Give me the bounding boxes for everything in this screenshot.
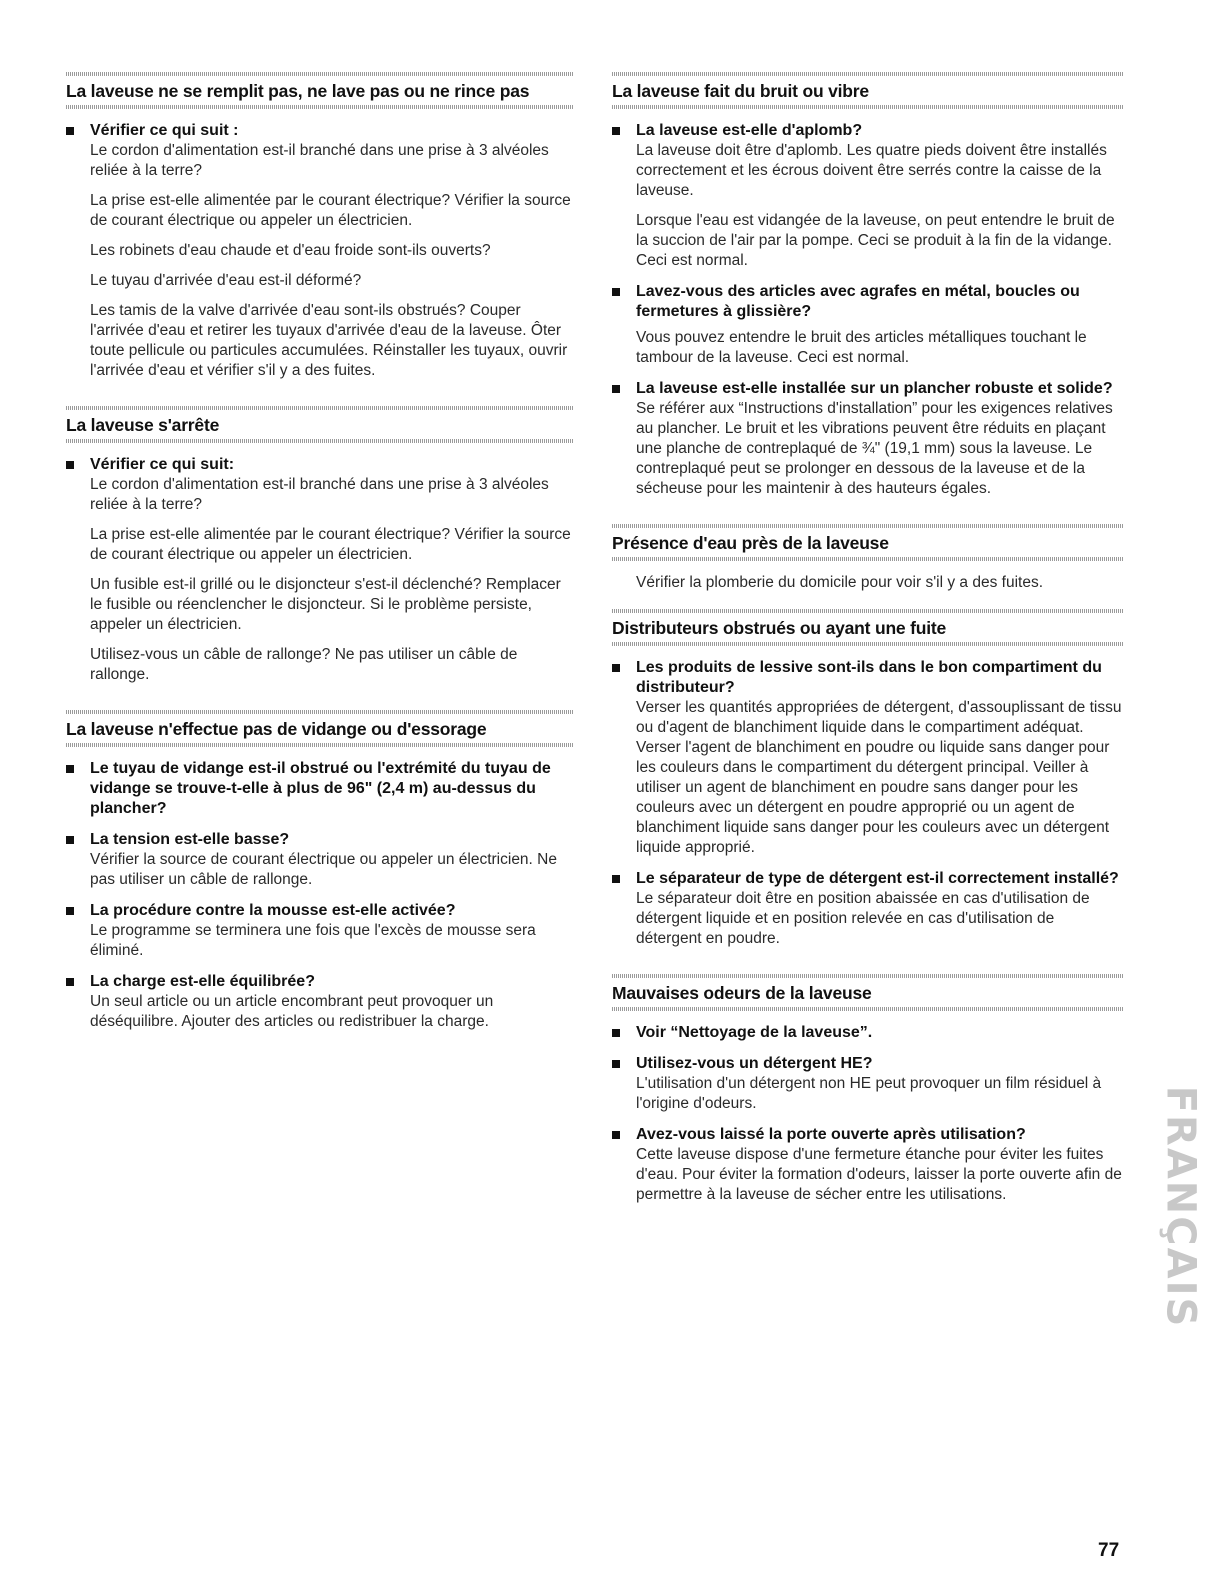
- item-text: Se référer aux “Instructions d'installation” pour les exigences relatives au plancher. Le bruit et les vibrations peuvent être réduits en plaçant une planche de contreplaqué de ¾" (19,1 mm) sous la laveuse. Le contreplaqué peut se prolonger en dessous de la laveuse et de la sécheuse pour les maintenir à des hauteurs égales.: [636, 400, 1113, 497]
- section-title: La laveuse n'effectue pas de vidange ou d'essorage: [66, 719, 487, 739]
- bullet-square-icon: [66, 765, 74, 773]
- section-title: La laveuse ne se remplit pas, ne lave pas ou ne rince pas: [66, 81, 530, 101]
- item-text: Un fusible est-il grillé ou le disjoncteur s'est-il déclenché? Remplacer le fusible ou réenclencher le disjoncteur. Si le problème persiste, appeler un électricien.: [90, 576, 561, 633]
- item-text: Le programme se terminera une fois que l'excès de mousse sera éliminé.: [90, 922, 536, 959]
- bullet-square-icon: [612, 127, 620, 135]
- item-text: Le cordon d'alimentation est-il branché dans une prise à 3 alvéoles reliée à la terre?: [90, 142, 549, 179]
- item-question: Avez-vous laissé la porte ouverte après utilisation?: [636, 1126, 1026, 1143]
- list-item: [66, 121, 574, 381]
- item-text: Le séparateur doit être en position abaissée en cas d'utilisation de détergent liquide et en position relevée en cas d'utilisation de détergent en poudre.: [636, 890, 1090, 947]
- section-header: [66, 710, 574, 745]
- section-water-presence: [612, 524, 1124, 593]
- bullet-square-icon: [612, 1131, 620, 1139]
- plain-paragraph: [612, 573, 1124, 593]
- section-header: [66, 72, 574, 107]
- item-question: La procédure contre la mousse est-elle activée?: [90, 902, 456, 919]
- list-item: [612, 121, 1124, 271]
- section-title: La laveuse s'arrête: [66, 415, 220, 435]
- item-question: La tension est-elle basse?: [90, 831, 290, 848]
- item-question: Le séparateur de type de détergent est-il correctement installé?: [636, 870, 1119, 887]
- item-text: La laveuse doit être d'aplomb. Les quatre pieds doivent être installés correctement et les écrous doivent être serrés contre la caisse de la laveuse.: [636, 142, 1107, 199]
- item-text: Vous pouvez entendre le bruit des articles métalliques touchant le tambour de la laveuse. Ceci est normal.: [636, 329, 1087, 366]
- section-header: [612, 524, 1124, 559]
- list-item: [612, 1054, 1124, 1114]
- item-question: Vérifier ce qui suit:: [90, 456, 235, 473]
- section-title: La laveuse fait du bruit ou vibre: [612, 81, 869, 101]
- section-title: Mauvaises odeurs de la laveuse: [612, 983, 872, 1003]
- item-question: La laveuse est-elle installée sur un plancher robuste et solide?: [636, 380, 1113, 397]
- item-question: La charge est-elle équilibrée?: [90, 973, 315, 990]
- list-item: [612, 379, 1124, 499]
- section-header: [612, 609, 1124, 644]
- section-noise: [612, 72, 1124, 499]
- list-item: [612, 1125, 1124, 1205]
- bullet-square-icon: [66, 836, 74, 844]
- section-dispensers: [612, 609, 1124, 949]
- bullet-square-icon: [612, 664, 620, 672]
- item-text: La prise est-elle alimentée par le courant électrique? Vérifier la source de courant électrique ou appeler un électricien.: [90, 192, 571, 229]
- left-column: [66, 72, 574, 1043]
- bullet-square-icon: [612, 385, 620, 393]
- list-item: [612, 658, 1124, 858]
- section-odors: [612, 974, 1124, 1205]
- bullet-square-icon: [66, 978, 74, 986]
- item-text: Verser les quantités appropriées de détergent, d'assouplissant de tissu ou d'agent de blanchiment liquide dans le compartiment adéquat. Verser l'agent de blanchiment en poudre ou liquide sans danger pour les couleurs dans le compartiment du détergent principal. Veiller à utiliser un agent de blanchiment en poudre sans danger pour les couleurs avec un détergent en poudre approprié ou un agent de blanchiment liquide sans danger pour les couleurs avec un détergent liquide approprié.: [636, 699, 1122, 856]
- bullet-square-icon: [66, 127, 74, 135]
- list-item: [66, 759, 574, 819]
- list-item: [66, 830, 574, 890]
- item-text: Le tuyau d'arrivée d'eau est-il déformé?: [90, 272, 362, 289]
- section-title: Distributeurs obstrués ou ayant une fuite: [612, 618, 947, 638]
- list-item: [612, 1023, 1124, 1043]
- list-item: [66, 455, 574, 685]
- list-item: [612, 869, 1124, 949]
- item-question: Les produits de lessive sont-ils dans le bon compartiment du distributeur?: [636, 659, 1102, 696]
- list-item: [612, 282, 1124, 368]
- section-header: [66, 406, 574, 441]
- section-no-drain: [66, 710, 574, 1032]
- item-text: Vérifier la plomberie du domicile pour voir s'il y a des fuites.: [636, 574, 1043, 591]
- item-text: L'utilisation d'un détergent non HE peut provoquer un film résiduel à l'origine d'odeurs.: [636, 1075, 1102, 1112]
- item-text: Un seul article ou un article encombrant peut provoquer un déséquilibre. Ajouter des articles ou redistribuer la charge.: [90, 993, 494, 1030]
- section-header: [612, 974, 1124, 1009]
- section-header: [612, 72, 1124, 107]
- item-text: Les tamis de la valve d'arrivée d'eau sont-ils obstrués? Couper l'arrivée d'eau et retirer les tuyaux d'arrivée d'eau de la laveuse. Ôter toute pellicule ou particules accumulées. Réinstaller les tuyaux, ouvrir l'arrivée d'eau et vérifier s'il y a des fuites.: [90, 302, 568, 379]
- item-text: Vérifier la source de courant électrique ou appeler un électricien. Ne pas utiliser un câble de rallonge.: [90, 851, 557, 888]
- language-side-label: [1156, 1084, 1204, 1330]
- item-text: Lorsque l'eau est vidangée de la laveuse, on peut entendre le bruit de la succion de l'air par la pompe. Ceci se produit à la fin de la vidange. Ceci est normal.: [636, 212, 1115, 269]
- item-question: Utilisez-vous un détergent HE?: [636, 1055, 873, 1072]
- item-text: Cette laveuse dispose d'une fermeture étanche pour éviter les fuites d'eau. Pour éviter la formation d'odeurs, laisser la porte ouverte afin de permettre à la laveuse de sécher entre les utilisations.: [636, 1146, 1122, 1203]
- item-question: La laveuse est-elle d'aplomb?: [636, 122, 863, 139]
- right-column: [612, 72, 1124, 1216]
- item-question: Voir “Nettoyage de la laveuse”.: [636, 1024, 873, 1041]
- list-item: [66, 972, 574, 1032]
- bullet-square-icon: [66, 907, 74, 915]
- item-text: Les robinets d'eau chaude et d'eau froide sont-ils ouverts?: [90, 242, 491, 259]
- section-no-fill: [66, 72, 574, 381]
- bullet-square-icon: [612, 875, 620, 883]
- item-text: Le cordon d'alimentation est-il branché dans une prise à 3 alvéoles reliée à la terre?: [90, 476, 549, 513]
- item-question: Vérifier ce qui suit :: [90, 122, 239, 139]
- language-label-text: FRANÇAIS: [1157, 1085, 1203, 1329]
- page-number: 77: [1098, 1540, 1120, 1561]
- section-stops: [66, 406, 574, 685]
- section-title: Présence d'eau près de la laveuse: [612, 533, 889, 553]
- bullet-square-icon: [612, 1029, 620, 1037]
- bullet-square-icon: [612, 288, 620, 296]
- list-item: [66, 901, 574, 961]
- item-text: La prise est-elle alimentée par le courant électrique? Vérifier la source de courant électrique ou appeler un électricien.: [90, 526, 571, 563]
- bullet-square-icon: [612, 1060, 620, 1068]
- item-text: Utilisez-vous un câble de rallonge? Ne pas utiliser un câble de rallonge.: [90, 646, 518, 683]
- bullet-square-icon: [66, 461, 74, 469]
- item-question: Lavez-vous des articles avec agrafes en métal, boucles ou fermetures à glissière?: [636, 283, 1080, 320]
- item-question: Le tuyau de vidange est-il obstrué ou l'extrémité du tuyau de vidange se trouve-t-elle à plus de 96" (2,4 m) au-dessus du plancher?: [90, 760, 551, 817]
